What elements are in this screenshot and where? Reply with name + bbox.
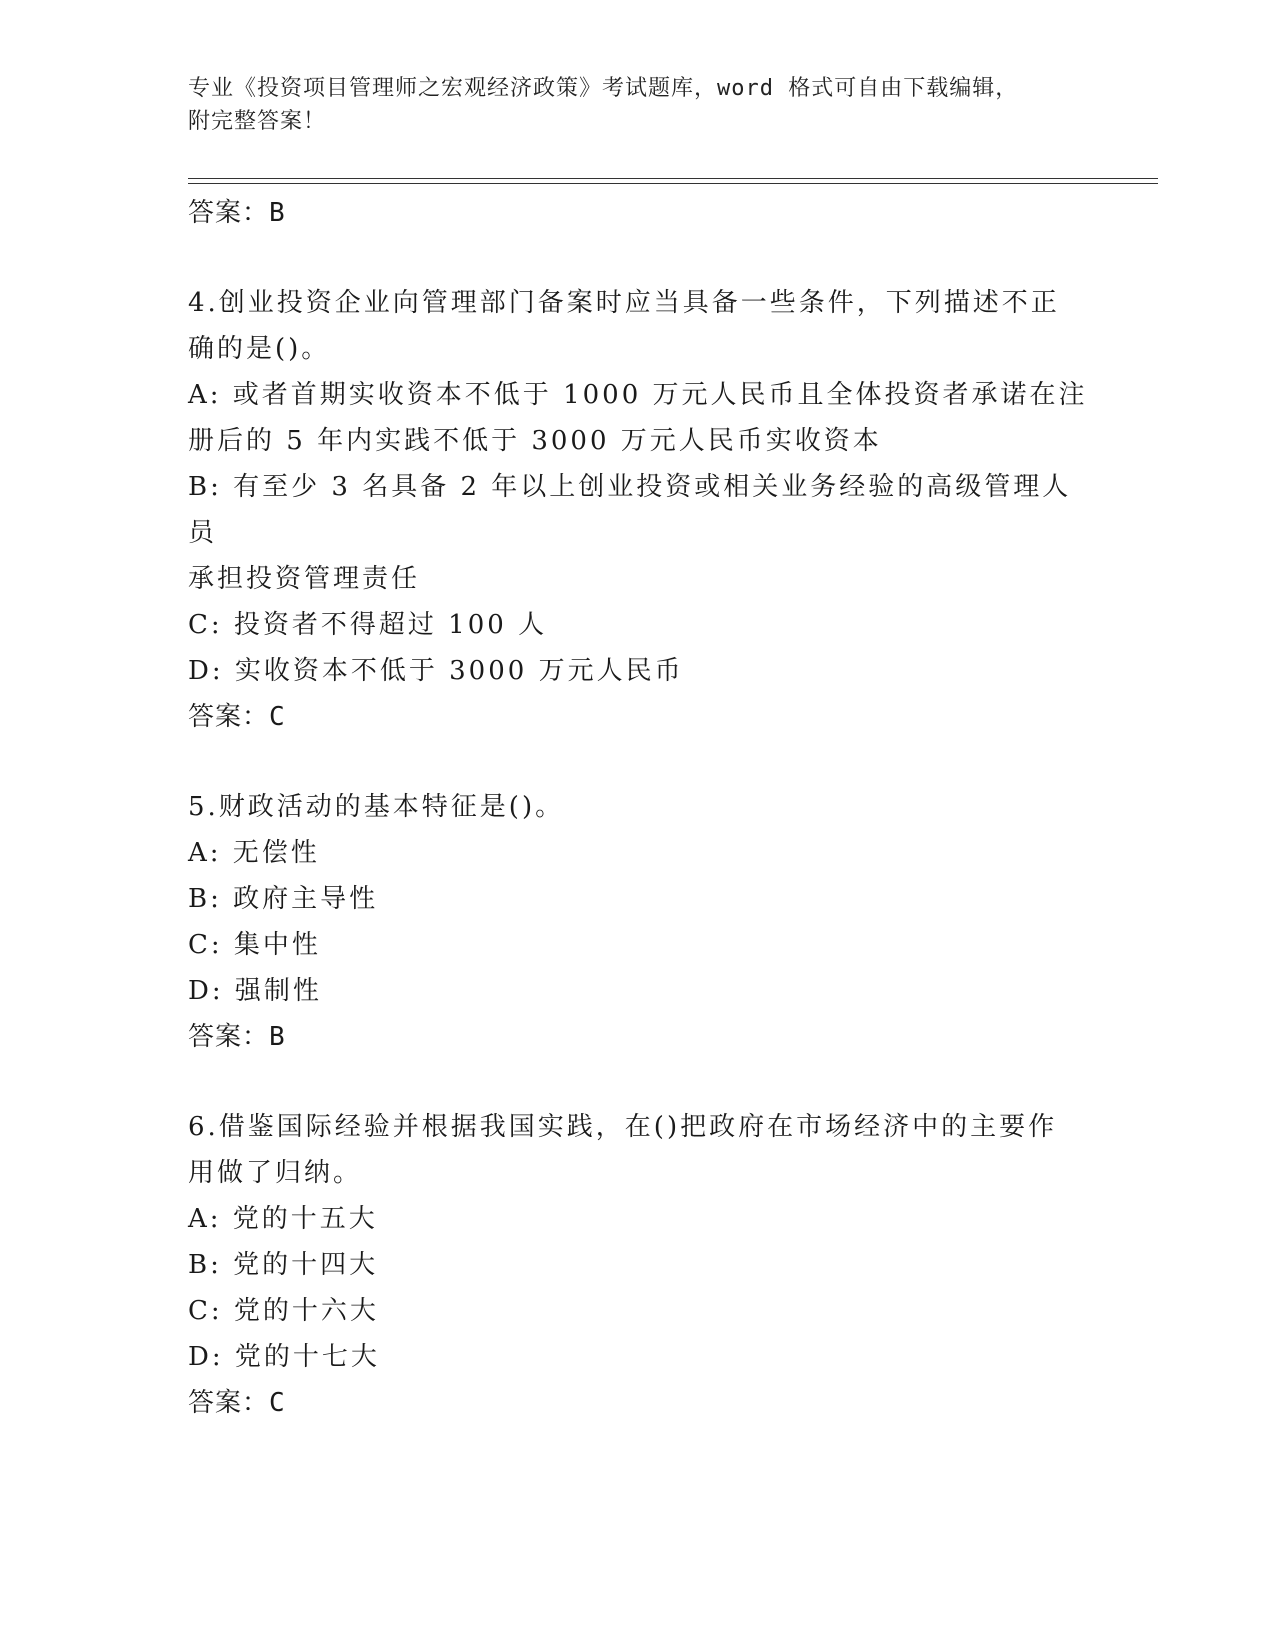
answer-label: 答案： bbox=[188, 1388, 270, 1418]
answer-label: 答案： bbox=[188, 702, 270, 732]
spacer bbox=[188, 740, 1088, 784]
answer-value: B bbox=[269, 198, 286, 228]
answer-label: 答案： bbox=[188, 198, 270, 228]
option-a: A: 无偿性 bbox=[188, 838, 320, 868]
answer-value: B bbox=[269, 1022, 286, 1052]
answer-value: C bbox=[269, 702, 286, 732]
question-stem: 5.财政活动的基本特征是()。 bbox=[188, 792, 565, 822]
spacer bbox=[188, 236, 1088, 280]
option-d: D: 党的十七大 bbox=[188, 1342, 380, 1372]
answer-label: 答案： bbox=[188, 1022, 270, 1052]
question-stem-cont: 确的是()。 bbox=[188, 334, 331, 364]
option-d: D: 实收资本不低于 3000 万元人民币 bbox=[188, 656, 684, 686]
document-header bbox=[188, 72, 1068, 138]
option-a: A: 党的十五大 bbox=[188, 1204, 378, 1234]
header-line-1: 专业《投资项目管理师之宏观经济政策》考试题库，word 格式可自由下载编辑， bbox=[188, 76, 1019, 101]
answer-value: C bbox=[269, 1388, 286, 1418]
option-a-cont: 册后的 5 年内实践不低于 3000 万元人民币实收资本 bbox=[188, 426, 882, 456]
question-stem: 4.创业投资企业向管理部门备案时应当具备一些条件，下列描述不正 bbox=[188, 288, 1060, 318]
question-6 bbox=[188, 1104, 1088, 1426]
spacer bbox=[188, 1060, 1088, 1104]
question-4 bbox=[188, 280, 1088, 740]
header-line-2: 附完整答案！ bbox=[188, 109, 327, 134]
option-b: B: 有至少 3 名具备 2 年以上创业投资或相关业务经验的高级管理人员 bbox=[188, 472, 1072, 548]
document-body bbox=[188, 190, 1088, 1426]
prev-answer bbox=[188, 190, 1088, 236]
option-b: B: 党的十四大 bbox=[188, 1250, 379, 1280]
question-stem-cont: 用做了归纳。 bbox=[188, 1158, 363, 1188]
question-5 bbox=[188, 784, 1088, 1060]
option-c: C: 集中性 bbox=[188, 930, 321, 960]
option-c: C: 投资者不得超过 100 人 bbox=[188, 610, 548, 640]
header-divider-top bbox=[188, 178, 1158, 179]
question-stem: 6.借鉴国际经验并根据我国实践，在()把政府在市场经济中的主要作 bbox=[188, 1112, 1058, 1142]
option-c: C: 党的十六大 bbox=[188, 1296, 379, 1326]
answer bbox=[188, 694, 1088, 740]
answer bbox=[188, 1014, 1088, 1060]
option-b: B: 政府主导性 bbox=[188, 884, 379, 914]
header-divider-bottom bbox=[188, 183, 1158, 184]
answer bbox=[188, 1380, 1088, 1426]
option-b-cont: 承担投资管理责任 bbox=[188, 564, 421, 594]
option-d: D: 强制性 bbox=[188, 976, 322, 1006]
option-a: A: 或者首期实收资本不低于 1000 万元人民币且全体投资者承诺在注 bbox=[188, 380, 1088, 410]
